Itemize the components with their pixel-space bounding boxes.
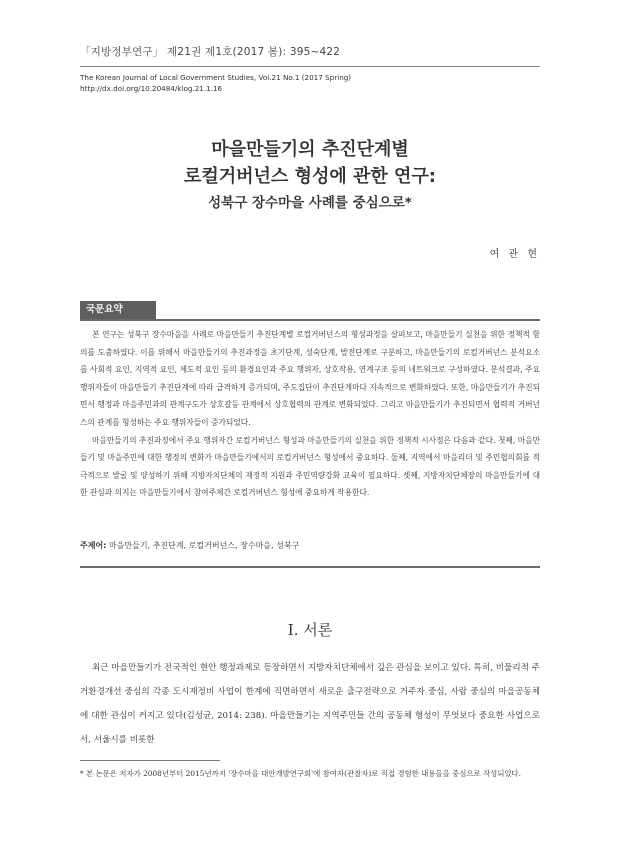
title-line-2: 로컬거버넌스 형성에 관한 연구:: [183, 166, 437, 187]
section-body: [80, 656, 540, 752]
abstract-paragraph-2: 마을만들기의 추진과정에서 주요 행위자간 로컬거버넌스 형성과 마을만들기의 실천을 위한 정책적 시사점은 다음과 같다. 첫째, 마을만들기 및 마을주민에 대한 행정의 변화가 마을만들기에서의 로컬거버넌스 형성에서 중요하다. 둘째, 지역에서 마을리더 및 주민협의회를 적극적으로 발굴 및 양성하기 위해 지방자치단체의 재정적 지원과 주민역량강화 교육이 필요하다. 셋째, 지방자치단체장의 마을만들기에 대한 관심과 의지는 마을만들기에서 참여주체간 로컬거버넌스 형성에 중요하게 작용한다.: [80, 435, 540, 498]
header-rule: [80, 66, 540, 67]
abstract-label: 국문요약: [80, 301, 156, 319]
journal-citation: 「지방정부연구」 제21권 제1호(2017 봄): 395~422: [80, 46, 341, 58]
abstract-bottom-rule: [80, 566, 540, 568]
footnote: * 본 논문은 저자가 2008년부터 2015년까지 '장수마을 대안개발연구회'에 참여자(관찰자)로 직접 경험한 내용들을 중심으로 작성되었다.: [80, 769, 522, 778]
abstract-top-rule: [80, 319, 540, 321]
abstract-paragraph-1: 본 연구는 성북구 장수마을을 사례로 마을만들기 추진단계별 로컬거버넌스의 형성과정을 살펴보고, 마을만들기 실천을 위한 정책적 함의를 도출하였다. 이를 위해서 마을만들기의 추진과정을 초기단계, 성숙단계, 발전단계로 구분하고, 마을만들기의 로컬거버넌스 분석요소를 사회적 요인, 지역적 요인, 제도적 요인 등의 환경요인과 주요 행위자, 상호작용, 연계구조 등의 네트워크로 구성하였다. 분석결과, 주요 행위자들이 마을만들기 추진단계에 따라 급격하게 증가되며, 주도집단이 추진단계마다 지속적으로 변화하였다. 또한, 마을만들기가 추진되면서 행정과 마을주민과의 관계구도가 상호갈등 관계에서 상호협력의 관계로 변화되었다. 그리고 마을만들기가 추진되면서 협력적 거버넌스의 관계를 형성하는 주요 행위자들이 증가되었다.: [80, 330, 540, 427]
section-paragraph: 최근 마을만들기가 전국적인 현안 행정과제로 등장하면서 지방자치단체에서 깊은 관심을 보이고 있다. 특히, 비물리적 주거환경개선 중심의 각종 도시재정비 사업이 한계에 직면하면서 새로운 출구전략으로 거주자 중심, 사람 중심의 마을공동체에 대한 관심이 커지고 있다(김성균, 2014: 238). 마을만들기는 지역주민들 간의 공동체 형성이 무엇보다 중요한 사업으로서, 서울시를 비롯한: [80, 663, 540, 745]
keywords-label: 주제어:: [80, 541, 107, 550]
title-line-1: 마을만들기의 추진단계별: [211, 139, 409, 160]
doi-link[interactable]: http://dx.doi.org/10.20484/klog.21.1.16: [80, 84, 223, 93]
journal-english: The Korean Journal of Local Government Studies, Vol.21 No.1 (2017 Spring): [80, 73, 352, 82]
author: 여 관 현: [489, 249, 540, 260]
keywords: [80, 540, 299, 551]
section-heading: Ⅰ. 서론: [287, 621, 333, 639]
subtitle: 성북구 장수마을 사례를 중심으로*: [208, 195, 412, 211]
abstract-body: [80, 326, 540, 502]
footnote-rule: [80, 760, 220, 761]
keywords-list: 마을만들기, 추진단계, 로컬거버넌스, 장수마을, 성북구: [108, 541, 300, 550]
